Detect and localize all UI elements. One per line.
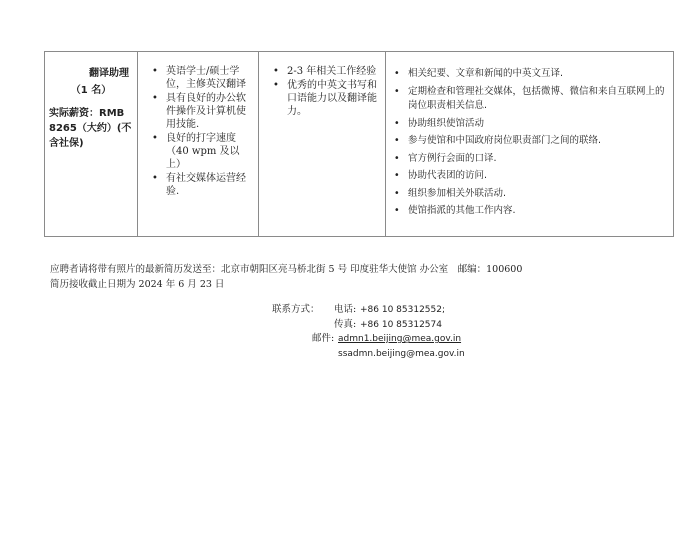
table-row [45,52,674,237]
list-item: • 协助组织使馆活动 [386,117,667,132]
contact-label: 联系方式： [272,304,320,315]
fax-label: 传真: [334,318,357,330]
email-link-primary[interactable]: admn1.beijing@mea.gov.in [338,334,462,344]
list-item: • 组织参加相关外联活动. [386,187,667,202]
position-count: （1 名） [70,85,112,96]
list-item: • 相关纪要、文章和新闻的中英文互译. [386,67,667,82]
experience-cell [259,52,386,237]
position-title: 翻译助理 [89,68,129,79]
list-item: • 具有良好的办公软件操作及计算机使用技能. [138,92,254,131]
list-item: • 官方例行会面的口译. [386,152,667,167]
phone-number: +86 10 85312552; [360,305,446,315]
list-item: • 优秀的中英文书写和口语能力以及翻译能力。 [259,79,381,118]
contact-fax-row [272,318,465,333]
list-item: • 定期检查和管理社交媒体，包括微博、微信和来自互联网上的岗位职责相关信息. [386,85,667,114]
phone-label: 电话: [334,304,357,315]
list-item: • 良好的打字速度（40 wpm 及以上） [138,132,254,171]
position-cell [45,52,138,237]
list-item: • 参与使馆和中国政府岗位职责部门之间的联络. [386,134,667,149]
duties-list [386,52,673,219]
list-item: • 协助代表团的访问. [386,169,667,184]
job-table [44,51,674,237]
contact-block [272,303,465,361]
contact-email2-row [272,347,465,362]
deadline-line: 简历接收截止日期为 2024 年 6 月 23 日 [50,279,225,290]
requirements-cell [138,52,259,237]
contact-email-row [272,332,465,347]
list-item: • 英语学士/硕士学位，主修英汉翻译 [138,65,254,91]
email-secondary: ssadmn.beijing@mea.gov.in [338,348,465,359]
list-item: • 使馆指派的其他工作内容. [386,204,667,219]
duties-cell [386,52,674,237]
requirements-list [138,52,258,198]
salary-text: 实际薪资：RMB 8265（大约）(不含社保) [49,108,132,149]
contact-phone-row [272,303,465,318]
list-item: • 有社交媒体运营经验. [138,172,254,198]
list-item: • 2-3 年相关工作经验 [259,65,381,78]
email-label: 邮件: [312,333,335,344]
fax-number: +86 10 85312574 [360,319,442,330]
experience-list [259,52,385,118]
application-note [50,262,522,292]
application-address-line: 应聘者请将带有照片的最新简历发送至：北京市朝阳区亮马桥北街 5 号 印度驻华大使馆 办公室 邮编：100600 [50,264,523,275]
